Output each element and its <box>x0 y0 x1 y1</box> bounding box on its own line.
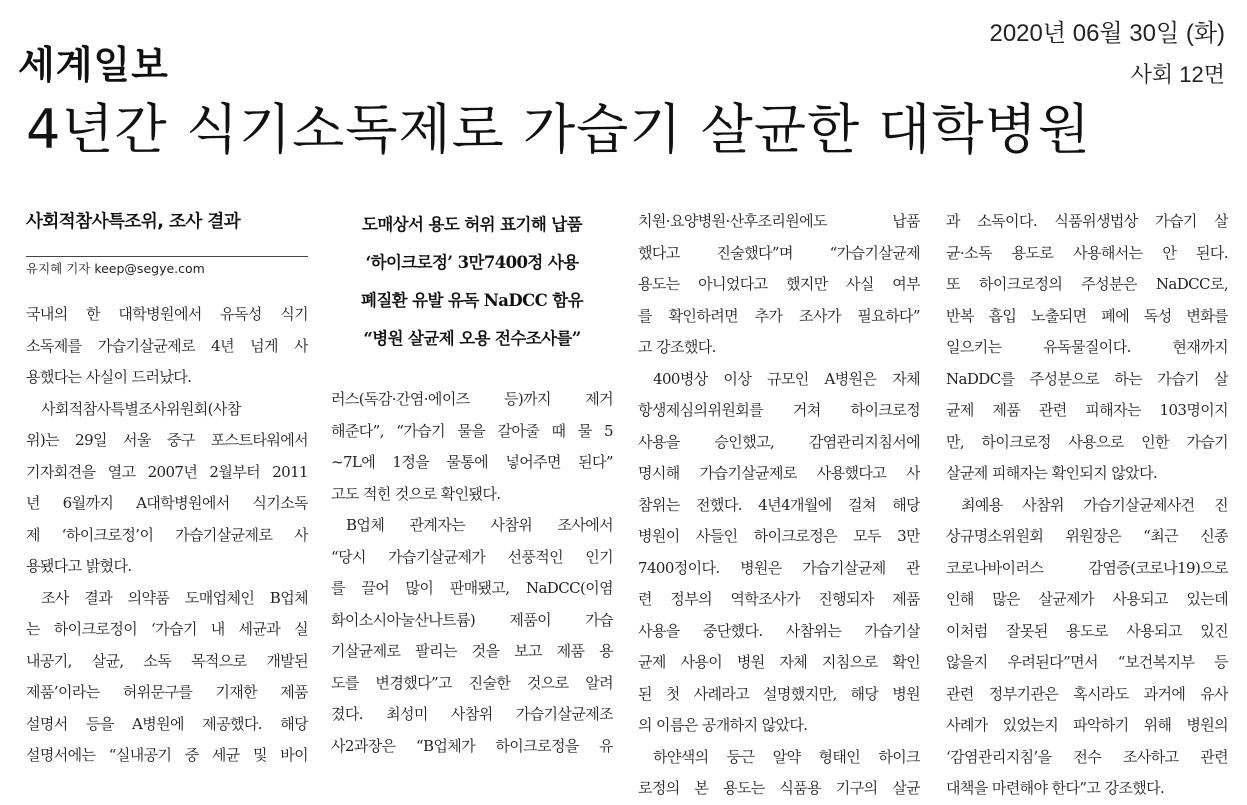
text-line: 도를 변경했다”고 진술한 것으로 알려 <box>331 673 613 692</box>
text-line: 했다고 진술했다”며 “가습기살균제 <box>638 243 920 262</box>
article-subhead: 사회적참사특조위, 조사 결과 <box>26 212 241 232</box>
byline-divider <box>26 256 308 257</box>
article-column-1 <box>26 206 308 772</box>
text-line: 제 ‘하이크로정’이 가습기살균제로 사 <box>26 525 308 544</box>
text-line: 용했다는 사실이 드러났다. <box>26 368 192 386</box>
text-line: 용도는 아니었다고 했지만 사실 여부 <box>638 275 920 293</box>
text-line: 국내의 한 대학병원에서 유독성 식기 <box>26 305 308 323</box>
text-line: 사용을 중단했다. 사참위는 가습기살 <box>638 621 920 640</box>
column-3-body <box>638 206 920 805</box>
text-line: 상규명소위원회 위원장은 “최근 신종 <box>946 527 1228 545</box>
article-column-4 <box>946 206 1228 805</box>
deck-line: “병원 살균제 오용 전수조사를” <box>363 329 581 348</box>
text-line: 러스(독감·간염·에이즈 등)까지 제거 <box>331 390 613 408</box>
column-4-body <box>946 206 1228 805</box>
deck-line: ‘하이크로정’ 3만7400정 사용 <box>365 253 579 272</box>
text-line: 화이소시아눌산나트륨) 제품이 가습 <box>331 610 613 629</box>
text-line: 참위는 전했다. 4년4개월에 걸쳐 해당 <box>638 495 920 514</box>
text-line: 소독제를 가습기살균제로 4년 넘게 사 <box>26 336 308 355</box>
text-line: 병원이 사들인 하이크로정은 모두 3만 <box>638 527 920 545</box>
text-line: ~7L에 1정을 물통에 넣어주면 된다” <box>331 453 613 471</box>
newspaper-masthead: 세계일보 <box>18 43 169 87</box>
text-line: 살균제 피해자는 확인되지 않았다. <box>946 464 1158 482</box>
deck-line: 도매상서 용도 허위 표기해 납품 <box>362 215 582 234</box>
text-line: 해준다”, “가습기 물을 갈아줄 때 물 5 <box>331 421 613 440</box>
article-column-3 <box>638 206 920 805</box>
text-line: 내공기, 살균, 소독 목적으로 개발된 <box>26 651 308 670</box>
text-line: 균제 사용이 병원 자체 지침으로 확인 <box>638 653 920 671</box>
text-line: 는 하이크로정이 ‘가습기 내 세균과 실 <box>26 620 308 638</box>
text-line: 기살균제로 팔리는 것을 보고 제품 용 <box>331 642 613 660</box>
text-line: 사2과장은 “B업체가 하이크로정을 유 <box>331 736 613 755</box>
text-line: 용됐다고 밝혔다. <box>26 557 132 575</box>
text-line: 고도 적힌 것으로 확인됐다. <box>331 484 501 503</box>
text-line: 된 첫 사례라고 설명했지만, 해당 병원 <box>638 684 920 703</box>
text-line: 제품’이라는 허위문구를 기재한 제품 <box>26 683 308 701</box>
text-line: 조사 결과 의약품 도매업체인 B업체 <box>41 588 308 607</box>
text-line: 치원·요양병원·산후조리원에도 납품 <box>638 212 920 230</box>
column-1-body <box>26 299 308 772</box>
text-line: 졌다. 최성미 사참위 가습기살균제조 <box>331 705 613 723</box>
text-line: 위)는 29일 서울 중구 포스트타워에서 <box>26 431 308 449</box>
text-line: 하얀색의 둥근 알약 형태인 하이크 <box>653 747 920 766</box>
text-line: 만, 하이크로정 사용으로 인한 가습기 <box>946 432 1228 451</box>
text-line: 년 6월까지 A대학병원에서 식기소독 <box>26 494 308 512</box>
text-line: 관련 정부기관은 혹시라도 과거에 유사 <box>946 684 1228 703</box>
text-line: 일으키는 유독물질이다. 현재까지 <box>946 338 1228 356</box>
text-line: 로정의 본 용도는 식품용 기구의 살균 <box>638 779 920 797</box>
text-line: 대책을 마련해야 한다”고 강조했다. <box>946 779 1165 797</box>
text-line: 균·소독 용도로 사용해서는 안 된다. <box>946 243 1228 262</box>
text-line: 명시해 가습기살균제로 사용했다고 사 <box>638 464 920 482</box>
text-line: 또 하이크로정의 주성분은 NaDCC로, <box>946 275 1228 293</box>
text-line: 고 강조했다. <box>638 338 716 356</box>
text-line: 사례가 있었는지 파악하기 위해 병원의 <box>946 716 1228 734</box>
text-line: 련 정부의 역학조사가 진행되자 제품 <box>638 590 920 608</box>
text-line: 설명서 등을 A병원에 제공했다. 해당 <box>26 714 308 733</box>
text-line: 균제 제품 관련 피해자는 103명이지 <box>946 401 1228 419</box>
text-line: 7400정이다. 병원은 가습기살균제 관 <box>638 558 920 577</box>
text-line: 과 소독이다. 식품위생법상 가습기 살 <box>946 212 1228 230</box>
text-line: 반복 흡입 노출되면 폐에 독성 변화를 <box>946 306 1228 325</box>
text-line: “당시 가습기살균제가 선풍적인 인기 <box>331 547 613 566</box>
article-column-2 <box>331 206 613 762</box>
text-line: 이처럼 잘못된 용도로 사용되고 있진 <box>946 621 1228 640</box>
publication-date: 2020년 06월 30일 (화) <box>989 20 1225 47</box>
column-2-body <box>331 384 613 762</box>
text-line: 코로나바이러스 감염증(코로나19)으로 <box>946 558 1228 577</box>
text-line: B업체 관계자는 사참위 조사에서 <box>346 516 613 534</box>
section-page: 사회 12면 <box>1130 62 1225 87</box>
text-line: 의 이름은 공개하지 않았다. <box>638 716 808 734</box>
deck-line: 폐질환 유발 유독 NaDCC 함유 <box>361 291 583 310</box>
text-line: 기자회견을 열고 2007년 2월부터 2011 <box>26 462 308 481</box>
text-line: 않을지 우려된다”면서 “보건복지부 등 <box>946 653 1228 671</box>
text-line: 사용을 승인했고, 감염관리지침서에 <box>638 432 920 451</box>
article-deck <box>331 206 613 358</box>
text-line: 항생제심의위원회를 거쳐 하이크로정 <box>638 401 920 419</box>
text-line: 를 확인하려면 추가 조사가 필요하다” <box>638 306 920 325</box>
text-line: 인해 많은 살균제가 사용되고 있는데 <box>946 590 1228 608</box>
text-line: 최예용 사참위 가습기살균제사건 진 <box>961 495 1228 514</box>
text-line: ‘감염관리지침’을 전수 조사하고 관련 <box>946 747 1228 766</box>
text-line: 설명서에는 “실내공기 중 세균 및 바이 <box>26 746 308 764</box>
text-line: 를 끌어 많이 판매됐고, NaDCC(이염 <box>331 579 613 597</box>
text-line: NaDDC를 주성분으로 하는 가습기 살 <box>946 369 1228 388</box>
text-line: 사회적참사특별조사위원회(사참 <box>41 399 241 418</box>
article-headline: 4년간 식기소독제로 가습기 살균한 대학병원 <box>26 98 1091 161</box>
article-byline: 유지혜 기자 keep@segye.com <box>26 261 205 276</box>
text-line: 400병상 이상 규모인 A병원은 자체 <box>653 369 920 388</box>
